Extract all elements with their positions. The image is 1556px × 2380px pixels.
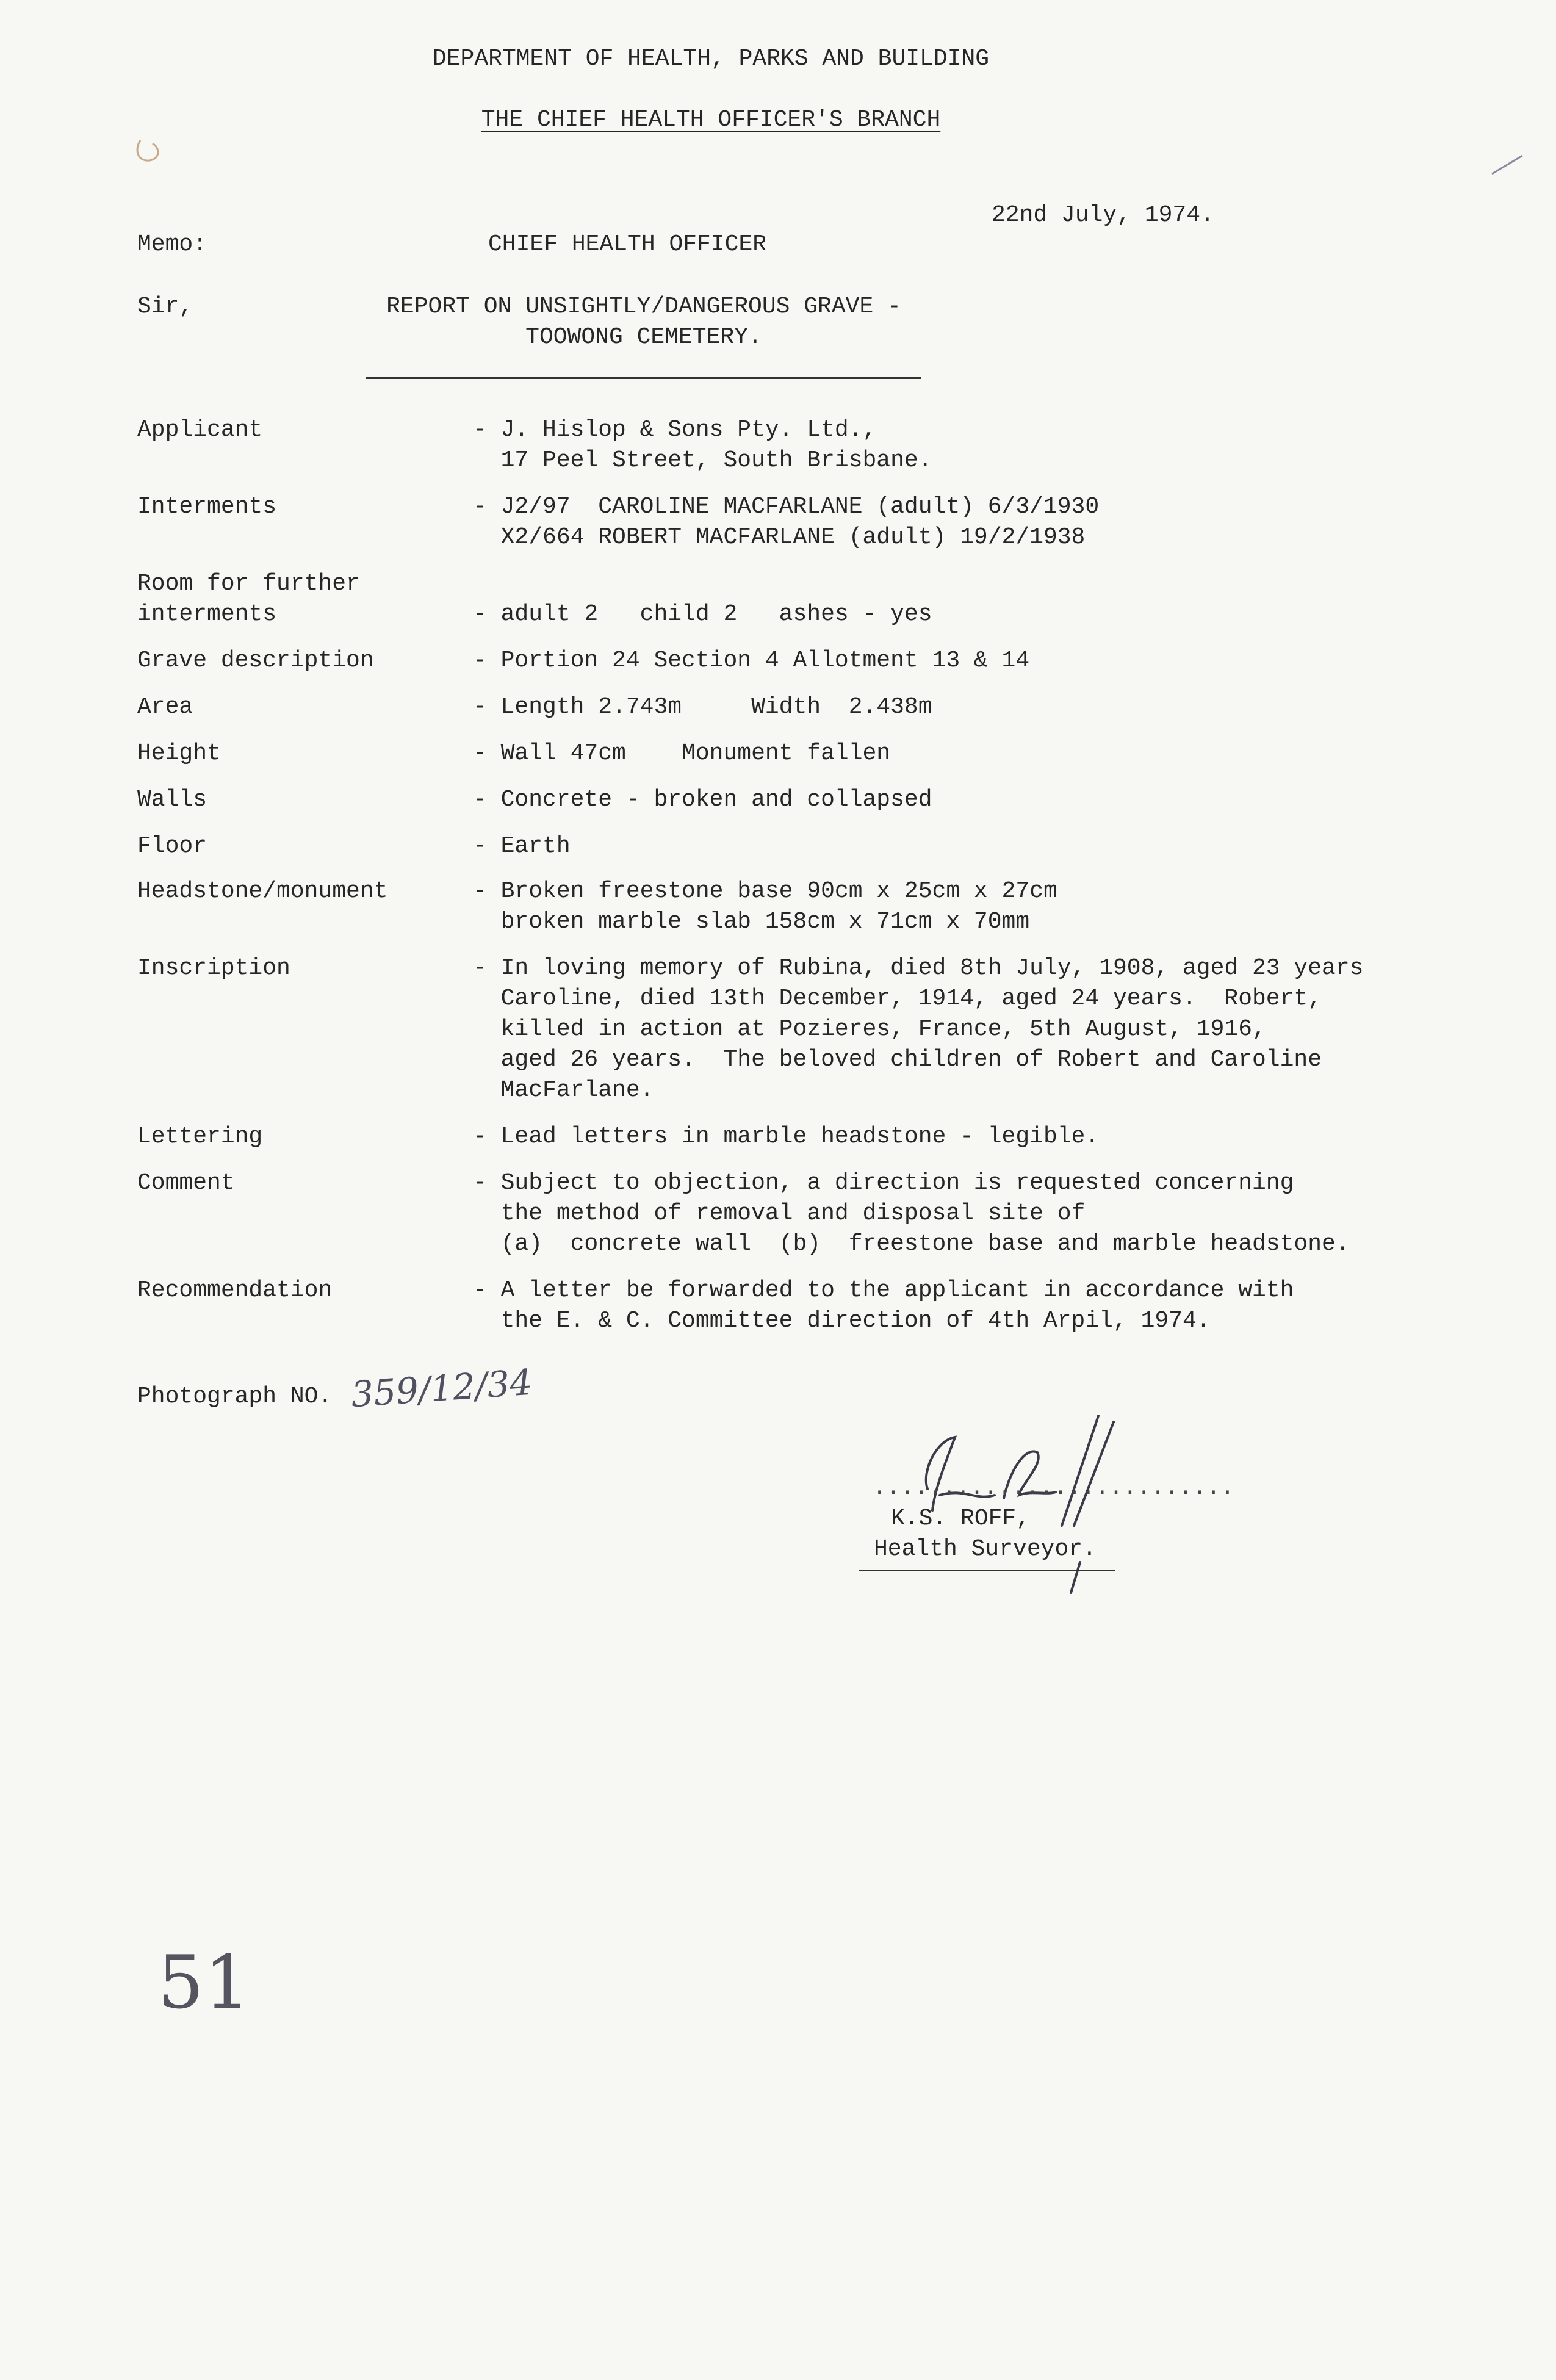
corner-mark	[128, 125, 177, 174]
floor-label: Floor	[137, 833, 207, 859]
subject-line-1: REPORT ON UNSIGHTLY/DANGEROUS GRAVE -	[386, 294, 901, 320]
inscription-line-5: MacFarlane.	[473, 1077, 654, 1103]
area-label: Area	[137, 694, 193, 720]
inscription-line-4: aged 26 years. The beloved children of Robert and Caroline	[473, 1047, 1322, 1073]
headstone-line-2: broken marble slab 158cm x 71cm x 70mm	[473, 909, 1030, 935]
memo-date: 22nd July, 1974.	[992, 202, 1214, 228]
signature-dots: ..........................	[873, 1475, 1234, 1501]
memo-recipient: CHIEF HEALTH OFFICER	[488, 231, 767, 258]
interments-line-1: - J2/97 CAROLINE MACFARLANE (adult) 6/3/1930	[473, 494, 1100, 520]
applicant-line-2: 17 Peel Street, South Brisbane.	[473, 447, 932, 474]
page-number-handwritten: 51	[157, 1941, 251, 2025]
subject-rule	[366, 377, 921, 379]
memo-label: Memo:	[137, 231, 207, 258]
lettering-label: Lettering	[137, 1123, 263, 1150]
recommendation-label: Recommendation	[137, 1277, 333, 1304]
inscription-label: Inscription	[137, 955, 290, 981]
height-value: - Wall 47cm Monument fallen	[473, 740, 891, 766]
lettering-value: - Lead letters in marble headstone - legible.	[473, 1123, 1100, 1150]
recommendation-line-1: - A letter be forwarded to the applicant in accordance with	[473, 1277, 1294, 1304]
floor-value: - Earth	[473, 833, 571, 859]
inscription-line-1: - In loving memory of Rubina, died 8th July, 1908, aged 23 years	[473, 955, 1364, 981]
interments-label: Interments	[137, 494, 277, 520]
headstone-line-1: - Broken freestone base 90cm x 25cm x 27cm	[473, 878, 1057, 904]
walls-label: Walls	[137, 787, 207, 813]
department-heading: DEPARTMENT OF HEALTH, PARKS AND BUILDING	[432, 46, 990, 72]
room-value: - adult 2 child 2 ashes - yes	[473, 601, 932, 627]
inscription-line-3: killed in action at Pozieres, France, 5th August, 1916,	[473, 1016, 1266, 1042]
comment-line-2: the method of removal and disposal site of	[473, 1200, 1086, 1227]
headstone-label: Headstone/monument	[137, 878, 388, 904]
signatory-rule	[859, 1570, 1115, 1571]
signatory-title: Health Surveyor.	[874, 1536, 1097, 1562]
grave-description-value: - Portion 24 Section 4 Allotment 13 & 14	[473, 647, 1030, 674]
grave-description-label: Grave description	[137, 647, 374, 674]
comment-label: Comment	[137, 1170, 235, 1196]
branch-heading: THE CHIEF HEALTH OFFICER'S BRANCH	[481, 107, 941, 133]
interments-line-2: X2/664 ROBERT MACFARLANE (adult) 19/2/1938	[473, 524, 1086, 550]
room-label-line-1: Room for further	[137, 571, 360, 597]
signatory-name: K.S. ROFF,	[891, 1506, 1031, 1532]
subject-line-2: TOOWONG CEMETERY.	[525, 324, 762, 350]
height-label: Height	[137, 740, 221, 766]
room-label-line-2: interments	[137, 601, 277, 627]
area-value: - Length 2.743m Width 2.438m	[473, 694, 932, 720]
margin-tick-mark	[1489, 150, 1525, 180]
comment-line-3: (a) concrete wall (b) freestone base and marble headstone.	[473, 1231, 1350, 1257]
inscription-line-2: Caroline, died 13th December, 1914, aged 24 years. Robert,	[473, 986, 1322, 1012]
salutation: Sir,	[137, 294, 193, 320]
applicant-line-1: - J. Hislop & Sons Pty. Ltd.,	[473, 417, 877, 443]
walls-value: - Concrete - broken and collapsed	[473, 787, 932, 813]
comment-line-1: - Subject to objection, a direction is requested concerning	[473, 1170, 1294, 1196]
applicant-label: Applicant	[137, 417, 263, 443]
recommendation-line-2: the E. & C. Committee direction of 4th Arpil, 1974.	[473, 1308, 1211, 1334]
photograph-number-handwritten: 359/12/34	[349, 1361, 534, 1416]
photograph-label: Photograph NO.	[137, 1383, 333, 1410]
